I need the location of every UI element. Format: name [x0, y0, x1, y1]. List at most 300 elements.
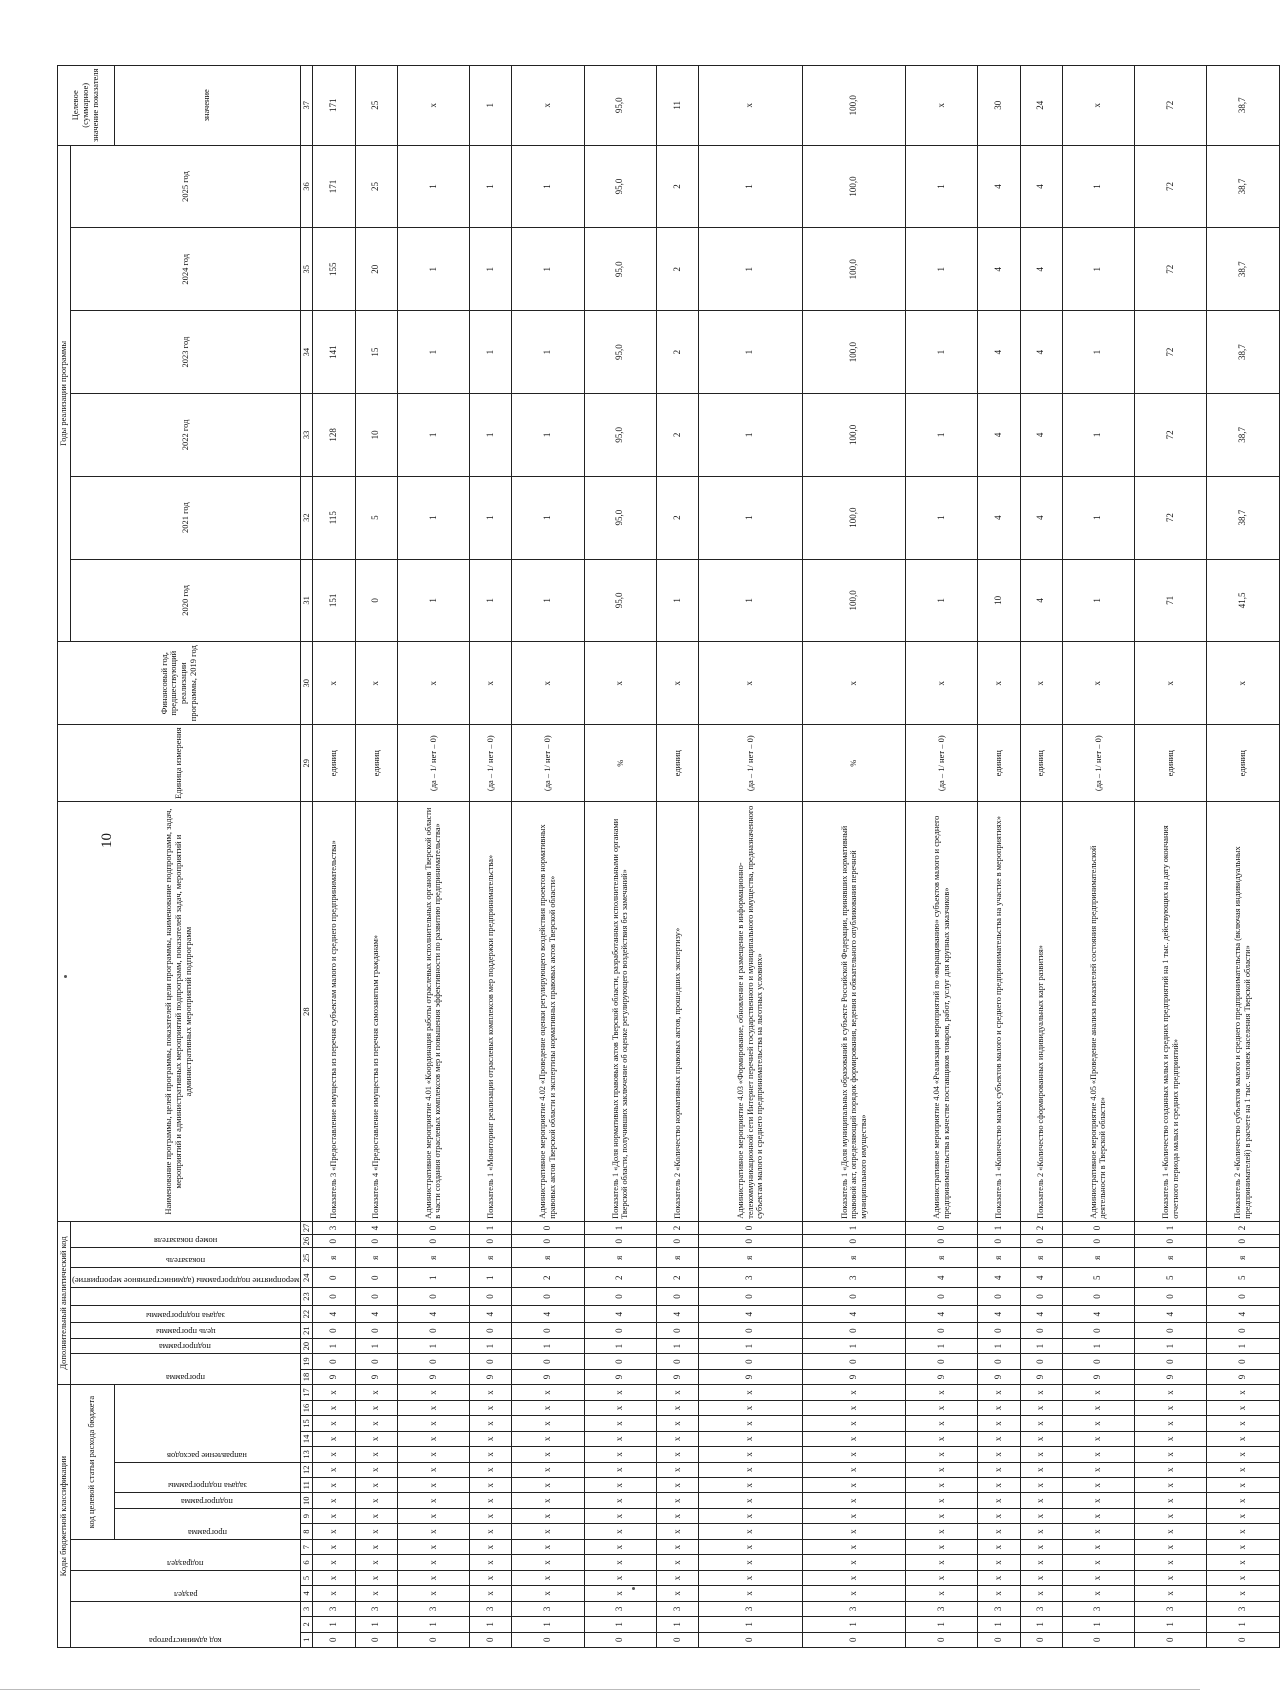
fin-year-cell: х	[584, 642, 656, 725]
code-cell: х	[584, 1493, 656, 1508]
code-cell: х	[584, 1447, 656, 1462]
code-cell: х	[397, 1431, 469, 1446]
code-cell: 4	[355, 1305, 397, 1323]
code-cell: х	[978, 1539, 1020, 1554]
code-cell: 4	[978, 1268, 1020, 1288]
code-cell: 0	[1062, 1632, 1134, 1647]
code-cell: х	[355, 1478, 397, 1493]
code-cell: я	[512, 1248, 584, 1268]
code-cell: х	[397, 1586, 469, 1601]
code-cell: 1	[1062, 1617, 1134, 1632]
code-cell: 4	[978, 1305, 1020, 1323]
code-cell: 9	[512, 1369, 584, 1384]
code-cell: 1	[978, 1221, 1020, 1234]
code-cell: 1	[1207, 1617, 1279, 1632]
code-cell: х	[470, 1400, 512, 1415]
year-value-cell: 4	[1020, 311, 1062, 394]
code-cell: х	[355, 1400, 397, 1415]
numbering-row	[301, 66, 313, 1648]
code-cell: 9	[906, 1369, 978, 1384]
code-cell: х	[802, 1539, 905, 1554]
code-cell: х	[906, 1400, 978, 1415]
code-cell: х	[470, 1493, 512, 1508]
header-year-2024: 2024 год	[70, 228, 300, 311]
year-value-cell: 1	[1062, 559, 1134, 642]
target-value-cell: 95,0	[584, 66, 656, 146]
col-number: 36	[301, 145, 313, 228]
year-value-cell: 1	[470, 228, 512, 311]
code-cell: х	[584, 1478, 656, 1493]
col-number: 19	[301, 1354, 313, 1369]
year-value-cell: 4	[1020, 393, 1062, 476]
code-cell: х	[1135, 1462, 1207, 1477]
code-cell: 3	[313, 1221, 355, 1234]
code-cell: х	[699, 1539, 802, 1554]
code-cell: 0	[978, 1288, 1020, 1306]
code-cell: х	[397, 1570, 469, 1585]
indicator-name: Административное мероприятие 4.02 «Проведение оценки регулирующего воздействия проектов нормативных правовых актов Тверской области и экспертизы нормативных правовых актов Тверской области»	[512, 802, 584, 1221]
code-cell: х	[906, 1539, 978, 1554]
code-cell: 0	[397, 1288, 469, 1306]
code-cell: 1	[978, 1338, 1020, 1353]
code-cell: 3	[699, 1268, 802, 1288]
code-cell: 2	[512, 1268, 584, 1288]
code-cell: х	[584, 1524, 656, 1539]
header-a-nomer: номер показателя	[70, 1221, 300, 1248]
code-cell: 1	[1207, 1338, 1279, 1353]
table-row	[1207, 66, 1279, 1648]
code-cell: х	[512, 1400, 584, 1415]
col-number: 30	[301, 642, 313, 725]
code-cell: х	[656, 1478, 698, 1493]
header-a-pokazatel: показатель	[70, 1248, 300, 1268]
header-a-podprogramma: подпрограмма	[70, 1338, 300, 1353]
col-number: 15	[301, 1416, 313, 1431]
code-cell: х	[470, 1462, 512, 1477]
code-cell: 1	[584, 1221, 656, 1234]
program-indicators-table-sheet	[57, 65, 1252, 1648]
col-number: 5	[301, 1570, 313, 1585]
year-value-cell: 1	[699, 145, 802, 228]
code-cell: х	[1207, 1586, 1279, 1601]
code-cell: х	[978, 1431, 1020, 1446]
code-cell: х	[802, 1555, 905, 1570]
unit-cell: единиц	[1135, 725, 1207, 802]
col-number: 20	[301, 1338, 313, 1353]
code-cell: х	[512, 1478, 584, 1493]
code-cell: х	[802, 1508, 905, 1523]
target-value-cell: 171	[313, 66, 355, 146]
col-number: 31	[301, 559, 313, 642]
scan-speck	[64, 975, 67, 978]
code-cell: х	[656, 1539, 698, 1554]
code-cell: х	[584, 1462, 656, 1477]
target-value-cell: 1	[470, 66, 512, 146]
code-cell: х	[397, 1493, 469, 1508]
code-cell: х	[978, 1478, 1020, 1493]
code-cell: 0	[802, 1288, 905, 1306]
header-analytic-code: Дополнительный аналитический код	[58, 1221, 71, 1384]
code-cell: 2	[656, 1221, 698, 1234]
target-value-cell: 100,0	[802, 66, 905, 146]
code-cell: х	[512, 1555, 584, 1570]
indicator-name: Показатель 3 «Предоставление имущества из перечня субъектам малого и среднего предпринимательства»	[313, 802, 355, 1221]
code-cell: х	[1207, 1400, 1279, 1415]
code-cell: х	[699, 1508, 802, 1523]
code-cell: 0	[978, 1323, 1020, 1338]
code-cell: 0	[906, 1221, 978, 1234]
year-value-cell: 41,5	[1207, 559, 1279, 642]
indicator-name: Административное мероприятие 4.04 «Реализация мероприятий по «выращиванию» субъектов малого и среднего предпринимательства в качестве поставщиков товаров, работ, услуг для крупных заказчиков»	[906, 802, 978, 1221]
code-cell: 1	[1135, 1617, 1207, 1632]
page-number: 10	[99, 833, 115, 848]
year-value-cell: 1	[512, 476, 584, 559]
code-cell: 3	[584, 1601, 656, 1616]
code-cell: х	[1062, 1400, 1134, 1415]
code-cell: 4	[802, 1305, 905, 1323]
code-cell: х	[699, 1385, 802, 1401]
year-value-cell: 1	[1062, 311, 1134, 394]
year-value-cell: 1	[699, 476, 802, 559]
year-value-cell: 1	[397, 311, 469, 394]
code-cell: 1	[470, 1617, 512, 1632]
code-cell: х	[512, 1416, 584, 1431]
year-value-cell: 72	[1135, 393, 1207, 476]
table-row	[397, 66, 469, 1648]
code-cell: х	[1020, 1462, 1062, 1477]
col-number: 28	[301, 802, 313, 1221]
code-cell: 0	[355, 1323, 397, 1338]
code-cell: 9	[1207, 1369, 1279, 1384]
code-cell: х	[355, 1570, 397, 1585]
indicator-name: Показатель 1 «Доля нормативных правовых актов Тверской области, разработанных исполнительными органами Тверской области, получивших заключение об оценке регулирующего воздействия без замечаний»	[584, 802, 656, 1221]
code-cell: 2	[656, 1268, 698, 1288]
header-year-2025: 2025 год	[70, 145, 300, 228]
year-value-cell: 100,0	[802, 393, 905, 476]
year-value-cell: 72	[1135, 476, 1207, 559]
col-number: 29	[301, 725, 313, 802]
code-cell: 1	[397, 1268, 469, 1288]
code-cell: х	[978, 1493, 1020, 1508]
header-year-2022: 2022 год	[70, 393, 300, 476]
code-cell: 3	[355, 1601, 397, 1616]
year-value-cell: 15	[355, 311, 397, 394]
code-cell: 0	[802, 1632, 905, 1647]
code-cell: х	[1207, 1447, 1279, 1462]
col-number: 17	[301, 1385, 313, 1401]
code-cell: х	[355, 1431, 397, 1446]
code-cell: 0	[1062, 1323, 1134, 1338]
col-number: 6	[301, 1555, 313, 1570]
col-number: 4	[301, 1586, 313, 1601]
year-value-cell: 95,0	[584, 476, 656, 559]
col-number: 1	[301, 1632, 313, 1647]
code-cell: 0	[397, 1632, 469, 1647]
code-cell: 0	[1135, 1235, 1207, 1248]
code-cell: х	[1062, 1385, 1134, 1401]
code-cell: 0	[1135, 1354, 1207, 1369]
code-cell: х	[906, 1462, 978, 1477]
year-value-cell: 38,7	[1207, 228, 1279, 311]
year-value-cell: 100,0	[802, 476, 905, 559]
code-cell: х	[397, 1400, 469, 1415]
fin-year-cell: х	[470, 642, 512, 725]
code-cell: х	[656, 1586, 698, 1601]
code-cell: х	[906, 1555, 978, 1570]
code-cell: х	[313, 1462, 355, 1477]
col-number: 13	[301, 1447, 313, 1462]
code-cell: х	[470, 1570, 512, 1585]
table-row	[906, 66, 978, 1648]
code-cell: х	[1207, 1508, 1279, 1523]
header-program: программа	[114, 1508, 300, 1539]
code-cell: 9	[1020, 1369, 1062, 1384]
year-value-cell: 1	[906, 311, 978, 394]
table-row	[802, 66, 905, 1648]
code-cell: 9	[1062, 1369, 1134, 1384]
code-cell: х	[397, 1539, 469, 1554]
code-cell: х	[978, 1416, 1020, 1431]
year-value-cell: 100,0	[802, 559, 905, 642]
code-cell: х	[470, 1385, 512, 1401]
code-cell: 0	[470, 1632, 512, 1647]
code-cell: 0	[1207, 1632, 1279, 1647]
year-value-cell: 1	[397, 393, 469, 476]
code-cell: х	[1062, 1431, 1134, 1446]
code-cell: 2	[1020, 1221, 1062, 1234]
code-cell: 0	[1062, 1354, 1134, 1369]
code-cell: 0	[1062, 1288, 1134, 1306]
code-cell: 0	[906, 1288, 978, 1306]
code-cell: х	[313, 1385, 355, 1401]
code-cell: 1	[1020, 1338, 1062, 1353]
code-cell: х	[1135, 1586, 1207, 1601]
code-cell: 1	[699, 1338, 802, 1353]
table-row	[1062, 66, 1134, 1648]
col-number: 22	[301, 1305, 313, 1323]
code-cell: 0	[1207, 1235, 1279, 1248]
indicator-name: Административное мероприятие 4.01 «Координация работы отраслевых исполнительных органов Тверской области в части создания отраслевых комплексов мер и повышения эффективности по развитию предпринимательства»	[397, 802, 469, 1221]
code-cell: х	[397, 1555, 469, 1570]
col-number: 24	[301, 1268, 313, 1288]
year-value-cell: 1	[512, 228, 584, 311]
code-cell: 0	[355, 1235, 397, 1248]
code-cell: 0	[584, 1235, 656, 1248]
code-cell: х	[906, 1416, 978, 1431]
col-number: 37	[301, 66, 313, 146]
code-cell: х	[584, 1555, 656, 1570]
scan-edge-line	[0, 1689, 1200, 1690]
code-cell: х	[512, 1447, 584, 1462]
year-value-cell: 4	[1020, 476, 1062, 559]
code-cell: 0	[656, 1632, 698, 1647]
target-value-cell: х	[906, 66, 978, 146]
code-cell: я	[802, 1248, 905, 1268]
year-value-cell: 1	[1062, 476, 1134, 559]
code-cell: 5	[1207, 1268, 1279, 1288]
code-cell: х	[355, 1462, 397, 1477]
year-value-cell: 1	[699, 311, 802, 394]
target-value-cell: х	[699, 66, 802, 146]
year-value-cell: 1	[699, 559, 802, 642]
code-cell: х	[1020, 1555, 1062, 1570]
code-cell: х	[802, 1478, 905, 1493]
code-cell: 0	[906, 1323, 978, 1338]
code-cell: 0	[1020, 1632, 1062, 1647]
unit-cell: единиц	[656, 725, 698, 802]
fin-year-cell: х	[1062, 642, 1134, 725]
code-cell: 3	[802, 1601, 905, 1616]
code-cell: х	[584, 1570, 656, 1585]
year-value-cell: 1	[397, 559, 469, 642]
code-cell: 0	[1062, 1221, 1134, 1234]
year-value-cell: 95,0	[584, 311, 656, 394]
code-cell: 9	[584, 1369, 656, 1384]
code-cell: х	[1207, 1431, 1279, 1446]
year-value-cell: 95,0	[584, 228, 656, 311]
code-cell: 4	[355, 1221, 397, 1234]
year-value-cell: 4	[1020, 559, 1062, 642]
year-value-cell: 4	[978, 311, 1020, 394]
code-cell: 0	[584, 1632, 656, 1647]
code-cell: 3	[1207, 1601, 1279, 1616]
code-cell: х	[512, 1586, 584, 1601]
code-cell: х	[1135, 1400, 1207, 1415]
code-cell: 0	[397, 1235, 469, 1248]
code-cell: 0	[656, 1235, 698, 1248]
year-value-cell: 1	[470, 311, 512, 394]
code-cell: х	[1135, 1524, 1207, 1539]
code-cell: 0	[470, 1323, 512, 1338]
year-value-cell: 100,0	[802, 311, 905, 394]
code-cell: я	[656, 1248, 698, 1268]
code-cell: х	[906, 1586, 978, 1601]
col-number: 18	[301, 1369, 313, 1384]
code-cell: 0	[699, 1221, 802, 1234]
unit-cell: (да – 1/ нет – 0)	[512, 725, 584, 802]
code-cell: 4	[1062, 1305, 1134, 1323]
code-cell: х	[906, 1524, 978, 1539]
code-cell: 0	[1207, 1354, 1279, 1369]
code-cell: 1	[1062, 1338, 1134, 1353]
code-cell: 0	[397, 1354, 469, 1369]
code-cell: 0	[512, 1288, 584, 1306]
code-cell: х	[512, 1508, 584, 1523]
code-cell: 0	[906, 1632, 978, 1647]
header-admin-code: код администратора	[70, 1601, 300, 1647]
col-number: 3	[301, 1601, 313, 1616]
header-a-zadacha: задача подпрограммы	[70, 1305, 300, 1323]
code-cell: х	[512, 1431, 584, 1446]
code-cell: х	[656, 1447, 698, 1462]
code-cell: 0	[584, 1354, 656, 1369]
code-cell: х	[397, 1478, 469, 1493]
code-cell: х	[978, 1400, 1020, 1415]
code-cell: х	[699, 1462, 802, 1477]
fin-year-cell: х	[1020, 642, 1062, 725]
indicator-name: Показатель 2 «Количество сформированных индивидуальных карт развития»	[1020, 802, 1062, 1221]
year-value-cell: 38,7	[1207, 476, 1279, 559]
col-number: 26	[301, 1235, 313, 1248]
code-cell: х	[313, 1539, 355, 1554]
header-a-podrazdel-spacer	[70, 1288, 300, 1306]
col-number: 33	[301, 393, 313, 476]
code-cell: я	[397, 1248, 469, 1268]
code-cell: х	[397, 1447, 469, 1462]
code-cell: х	[802, 1462, 905, 1477]
code-cell: 1	[699, 1617, 802, 1632]
header-kcsr: код целевой статьи расхода бюджета	[70, 1385, 114, 1540]
code-cell: х	[584, 1385, 656, 1401]
unit-cell: единиц	[1020, 725, 1062, 802]
code-cell: х	[906, 1385, 978, 1401]
code-cell: х	[1062, 1570, 1134, 1585]
target-value-cell: 25	[355, 66, 397, 146]
code-cell: 0	[512, 1323, 584, 1338]
code-cell: х	[699, 1400, 802, 1415]
header-target-value: значение	[114, 66, 300, 146]
year-value-cell: 71	[1135, 559, 1207, 642]
indicator-name: Показатель 4 «Предоставление имущества из перечня самозанятым гражданам»	[355, 802, 397, 1221]
header-a-program: программа	[70, 1354, 300, 1385]
code-cell: 0	[1020, 1354, 1062, 1369]
target-value-cell: х	[512, 66, 584, 146]
code-cell: х	[1020, 1431, 1062, 1446]
code-cell: х	[1020, 1416, 1062, 1431]
code-cell: х	[802, 1570, 905, 1585]
code-cell: х	[1062, 1416, 1134, 1431]
code-cell: х	[355, 1416, 397, 1431]
code-cell: 9	[656, 1369, 698, 1384]
code-cell: х	[656, 1555, 698, 1570]
code-cell: х	[656, 1570, 698, 1585]
year-value-cell: 2	[656, 393, 698, 476]
year-value-cell: 10	[355, 393, 397, 476]
code-cell: х	[699, 1586, 802, 1601]
code-cell: 9	[313, 1369, 355, 1384]
year-value-cell: 10	[978, 559, 1020, 642]
header-budget-codes: Коды бюджетной классификации	[58, 1385, 71, 1648]
code-cell: х	[1020, 1478, 1062, 1493]
col-number: 35	[301, 228, 313, 311]
code-cell: 0	[313, 1323, 355, 1338]
code-cell: х	[1207, 1524, 1279, 1539]
scan-speck	[632, 1587, 635, 1590]
code-cell: 3	[1020, 1601, 1062, 1616]
code-cell: х	[1207, 1539, 1279, 1554]
code-cell: х	[699, 1493, 802, 1508]
unit-cell: (да – 1/ нет – 0)	[470, 725, 512, 802]
code-cell: 9	[978, 1369, 1020, 1384]
code-cell: 0	[1135, 1288, 1207, 1306]
header-podprogramma: подпрограмма	[114, 1493, 300, 1508]
code-cell: 0	[656, 1354, 698, 1369]
target-value-cell: 30	[978, 66, 1020, 146]
code-cell: 0	[355, 1354, 397, 1369]
code-cell: х	[1135, 1493, 1207, 1508]
year-value-cell: 1	[512, 559, 584, 642]
code-cell: я	[470, 1248, 512, 1268]
code-cell: 3	[656, 1601, 698, 1616]
code-cell: 0	[1020, 1288, 1062, 1306]
code-cell: х	[470, 1478, 512, 1493]
code-cell: 5	[1135, 1268, 1207, 1288]
code-cell: х	[1207, 1385, 1279, 1401]
code-cell: х	[1135, 1478, 1207, 1493]
year-value-cell: 1	[906, 559, 978, 642]
code-cell: 4	[397, 1305, 469, 1323]
code-cell: 1	[470, 1268, 512, 1288]
